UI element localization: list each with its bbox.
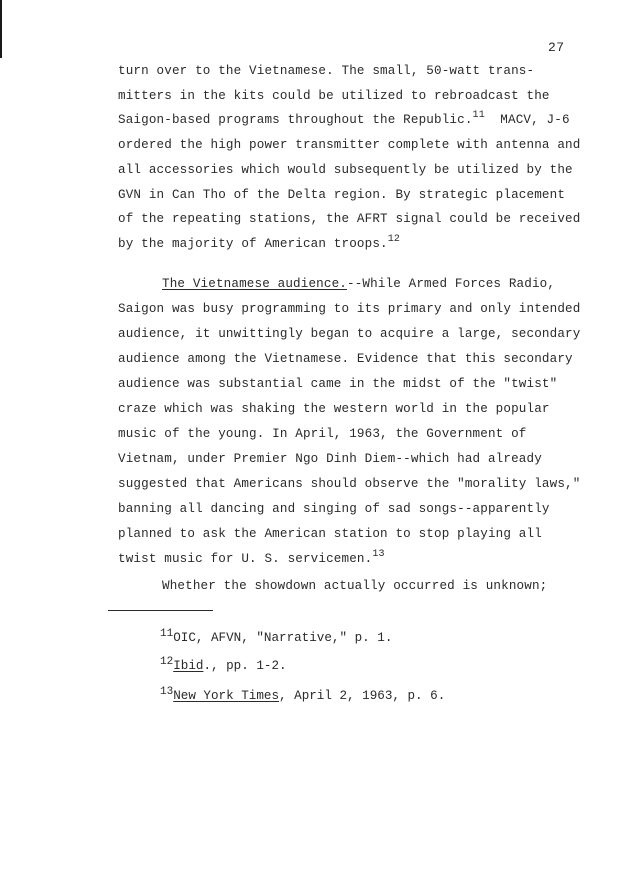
body-text: by the majority of American troops. bbox=[118, 237, 388, 251]
footnote-number: 13 bbox=[160, 686, 174, 698]
body-line: Vietnam, under Premier Ngo Dinh Diem--which had already bbox=[118, 452, 542, 466]
body-line: music of the young. In April, 1963, the Government of bbox=[118, 427, 527, 441]
body-line bbox=[118, 551, 385, 567]
footnote-11 bbox=[160, 630, 392, 647]
body-text: Saigon-based programs throughout the Republic. bbox=[118, 113, 473, 127]
body-line: Whether the showdown actually occurred is unknown; bbox=[162, 579, 548, 593]
body-line: turn over to the Vietnamese. The small, 50-watt trans- bbox=[118, 64, 535, 78]
footnote-13 bbox=[160, 688, 445, 705]
section-heading: The Vietnamese audience. bbox=[162, 277, 347, 291]
body-line: suggested that Americans should observe the "morality laws," bbox=[118, 477, 581, 491]
body-text: MACV, J-6 bbox=[500, 113, 570, 127]
body-line: mitters in the kits could be utilized to rebroadcast the bbox=[118, 89, 550, 103]
page-number: 27 bbox=[548, 40, 565, 55]
body-text: twist music for U. S. servicemen. bbox=[118, 552, 373, 566]
footnote-ref-13: 13 bbox=[372, 549, 385, 560]
body-line: audience among the Vietnamese. Evidence that this secondary bbox=[118, 352, 573, 366]
body-line: of the repeating stations, the AFRT signal could be received bbox=[118, 212, 581, 226]
footnote-text: OIC, AFVN, "Narrative," p. 1. bbox=[173, 631, 393, 645]
footnote-number: 11 bbox=[160, 628, 174, 640]
body-line: planned to ask the American station to stop playing all bbox=[118, 527, 542, 541]
section-heading-line bbox=[162, 276, 555, 292]
footnote-ref-12: 12 bbox=[387, 234, 401, 245]
footnote-text: ., pp. 1-2. bbox=[203, 659, 287, 673]
footnote-ref-11: 11 bbox=[472, 110, 485, 121]
footnote-text: , April 2, 1963, p. 6. bbox=[279, 689, 446, 703]
body-line: all accessories which would subsequently be utilized by the bbox=[118, 163, 573, 177]
footnote-citation: New York Times bbox=[173, 689, 280, 703]
body-line: audience, it unwittingly began to acquire a large, secondary bbox=[118, 327, 581, 341]
body-line bbox=[118, 112, 570, 128]
footnote-separator bbox=[108, 610, 213, 611]
body-line: banning all dancing and singing of sad songs--apparently bbox=[118, 502, 550, 516]
body-line: GVN in Can Tho of the Delta region. By strategic placement bbox=[118, 188, 566, 202]
footnote-citation: Ibid bbox=[173, 659, 204, 673]
scan-edge-mark bbox=[0, 0, 2, 58]
footnote-12 bbox=[160, 658, 287, 675]
body-text: --While Armed Forces Radio, bbox=[346, 277, 556, 291]
body-line bbox=[118, 236, 400, 252]
body-line: craze which was shaking the western world in the popular bbox=[118, 402, 550, 416]
body-line: audience was substantial came in the midst of the "twist" bbox=[118, 377, 558, 391]
footnote-number: 12 bbox=[160, 656, 174, 668]
body-line: Saigon was busy programming to its primary and only intended bbox=[118, 302, 581, 316]
body-line: ordered the high power transmitter complete with antenna and bbox=[118, 138, 581, 152]
